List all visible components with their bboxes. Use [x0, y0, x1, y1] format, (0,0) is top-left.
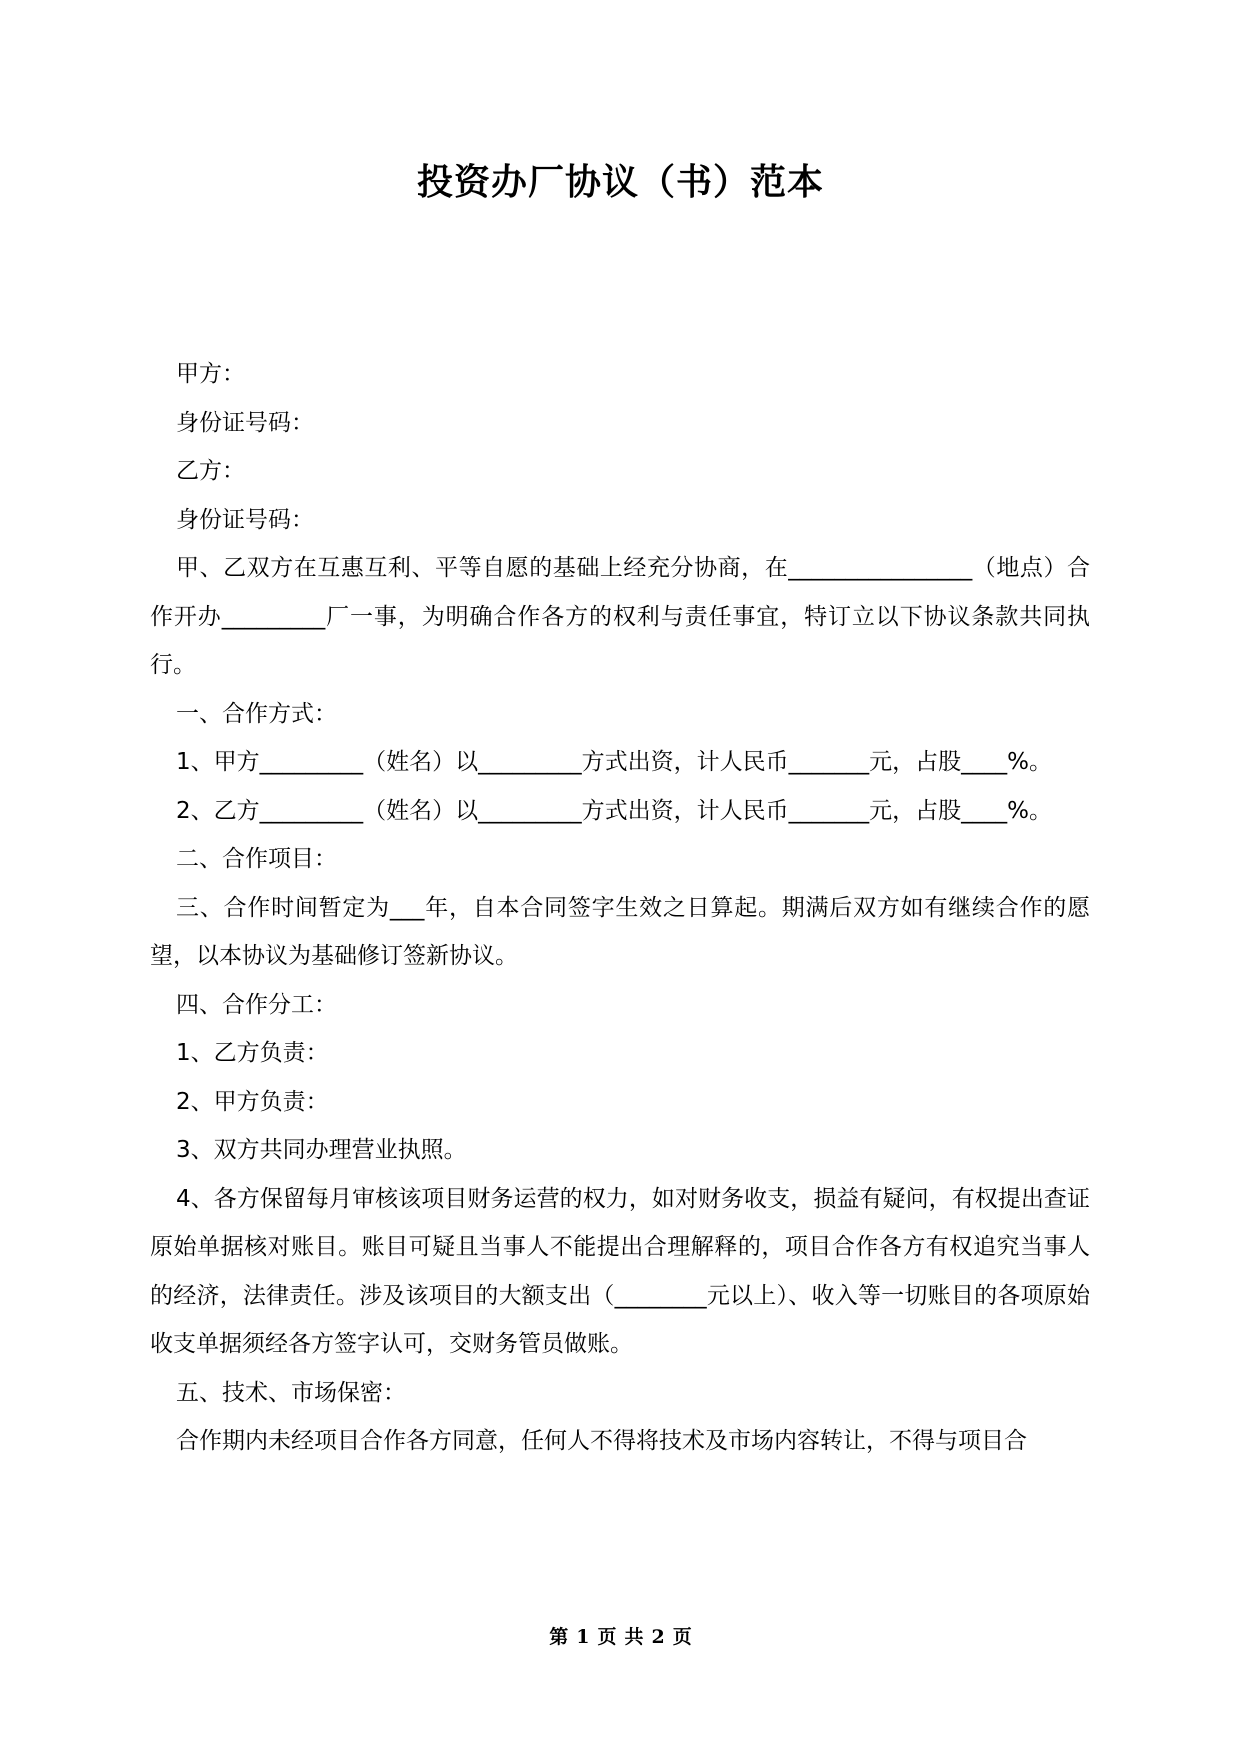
paragraph-party-b: 乙方：	[176, 458, 245, 484]
footer-label-ye: 页	[597, 1626, 617, 1648]
paragraph-party-a: 甲方：	[176, 361, 245, 387]
heading-confidentiality: 五、技术、市场保密：	[176, 1379, 406, 1406]
paragraph-party-b-id: 身份证号码：	[176, 506, 314, 533]
document-title: 投资办厂协议（书）范本	[416, 162, 824, 203]
heading-cooperation-method: 一、合作方式：	[176, 700, 337, 727]
footer-total-pages: 2	[651, 1626, 665, 1648]
paragraph-party-a-id: 身份证号码：	[176, 409, 314, 436]
paragraph-preamble: 甲、乙双方在互惠互利、平等自愿的基础上经充分协商，在________________（地点）合作开办_________厂一事，为明确合作各方的权利与责任事宜，特订立以下协议条款共同执行。	[150, 555, 1090, 678]
paragraph-financial-audit: 4、各方保留每月审核该项目财务运营的权力，如对财务收支，损益有疑问，有权提出查证原始单据核对账目。账目可疑且当事人不能提出合理解释的，项目合作各方有权追究当事人的经济，法律责任。涉及该项目的大额支出（________元以上）、收入等一切账目的各项原始收支单据须经各方签字认可，交财务管员做账。	[150, 1185, 1090, 1357]
paragraph-party-b-duty: 1、乙方负责：	[176, 1040, 329, 1066]
footer-label-gong: 共	[624, 1626, 644, 1648]
paragraph-business-license: 3、双方共同办理营业执照。	[176, 1137, 467, 1163]
footer-label-ye2: 页	[672, 1626, 692, 1648]
paragraph-cooperation-term: 三、合作时间暂定为___年，自本合同签字生效之日算起。期满后双方如有继续合作的愿望，以本协议为基础修订签新协议。	[150, 894, 1090, 969]
footer-current-page: 1	[576, 1626, 590, 1648]
page-footer	[0, 1622, 1241, 1652]
document-body	[150, 350, 1090, 1466]
heading-cooperation-project: 二、合作项目：	[176, 846, 337, 872]
paragraph-party-a-duty: 2、甲方负责：	[176, 1088, 329, 1115]
paragraph-party-a-investment: 1、甲方_________（姓名）以_________方式出资，计人民币_______元，占股____%。	[176, 749, 1052, 775]
paragraph-party-b-investment: 2、乙方_________（姓名）以_________方式出资，计人民币_______元，占股____%。	[176, 797, 1052, 824]
heading-division-of-labor: 四、合作分工：	[176, 991, 337, 1018]
paragraph-confidentiality: 合作期内未经项目合作各方同意，任何人不得将技术及市场内容转让，不得与项目合	[176, 1428, 1027, 1454]
footer-label-di: 第	[549, 1626, 569, 1648]
